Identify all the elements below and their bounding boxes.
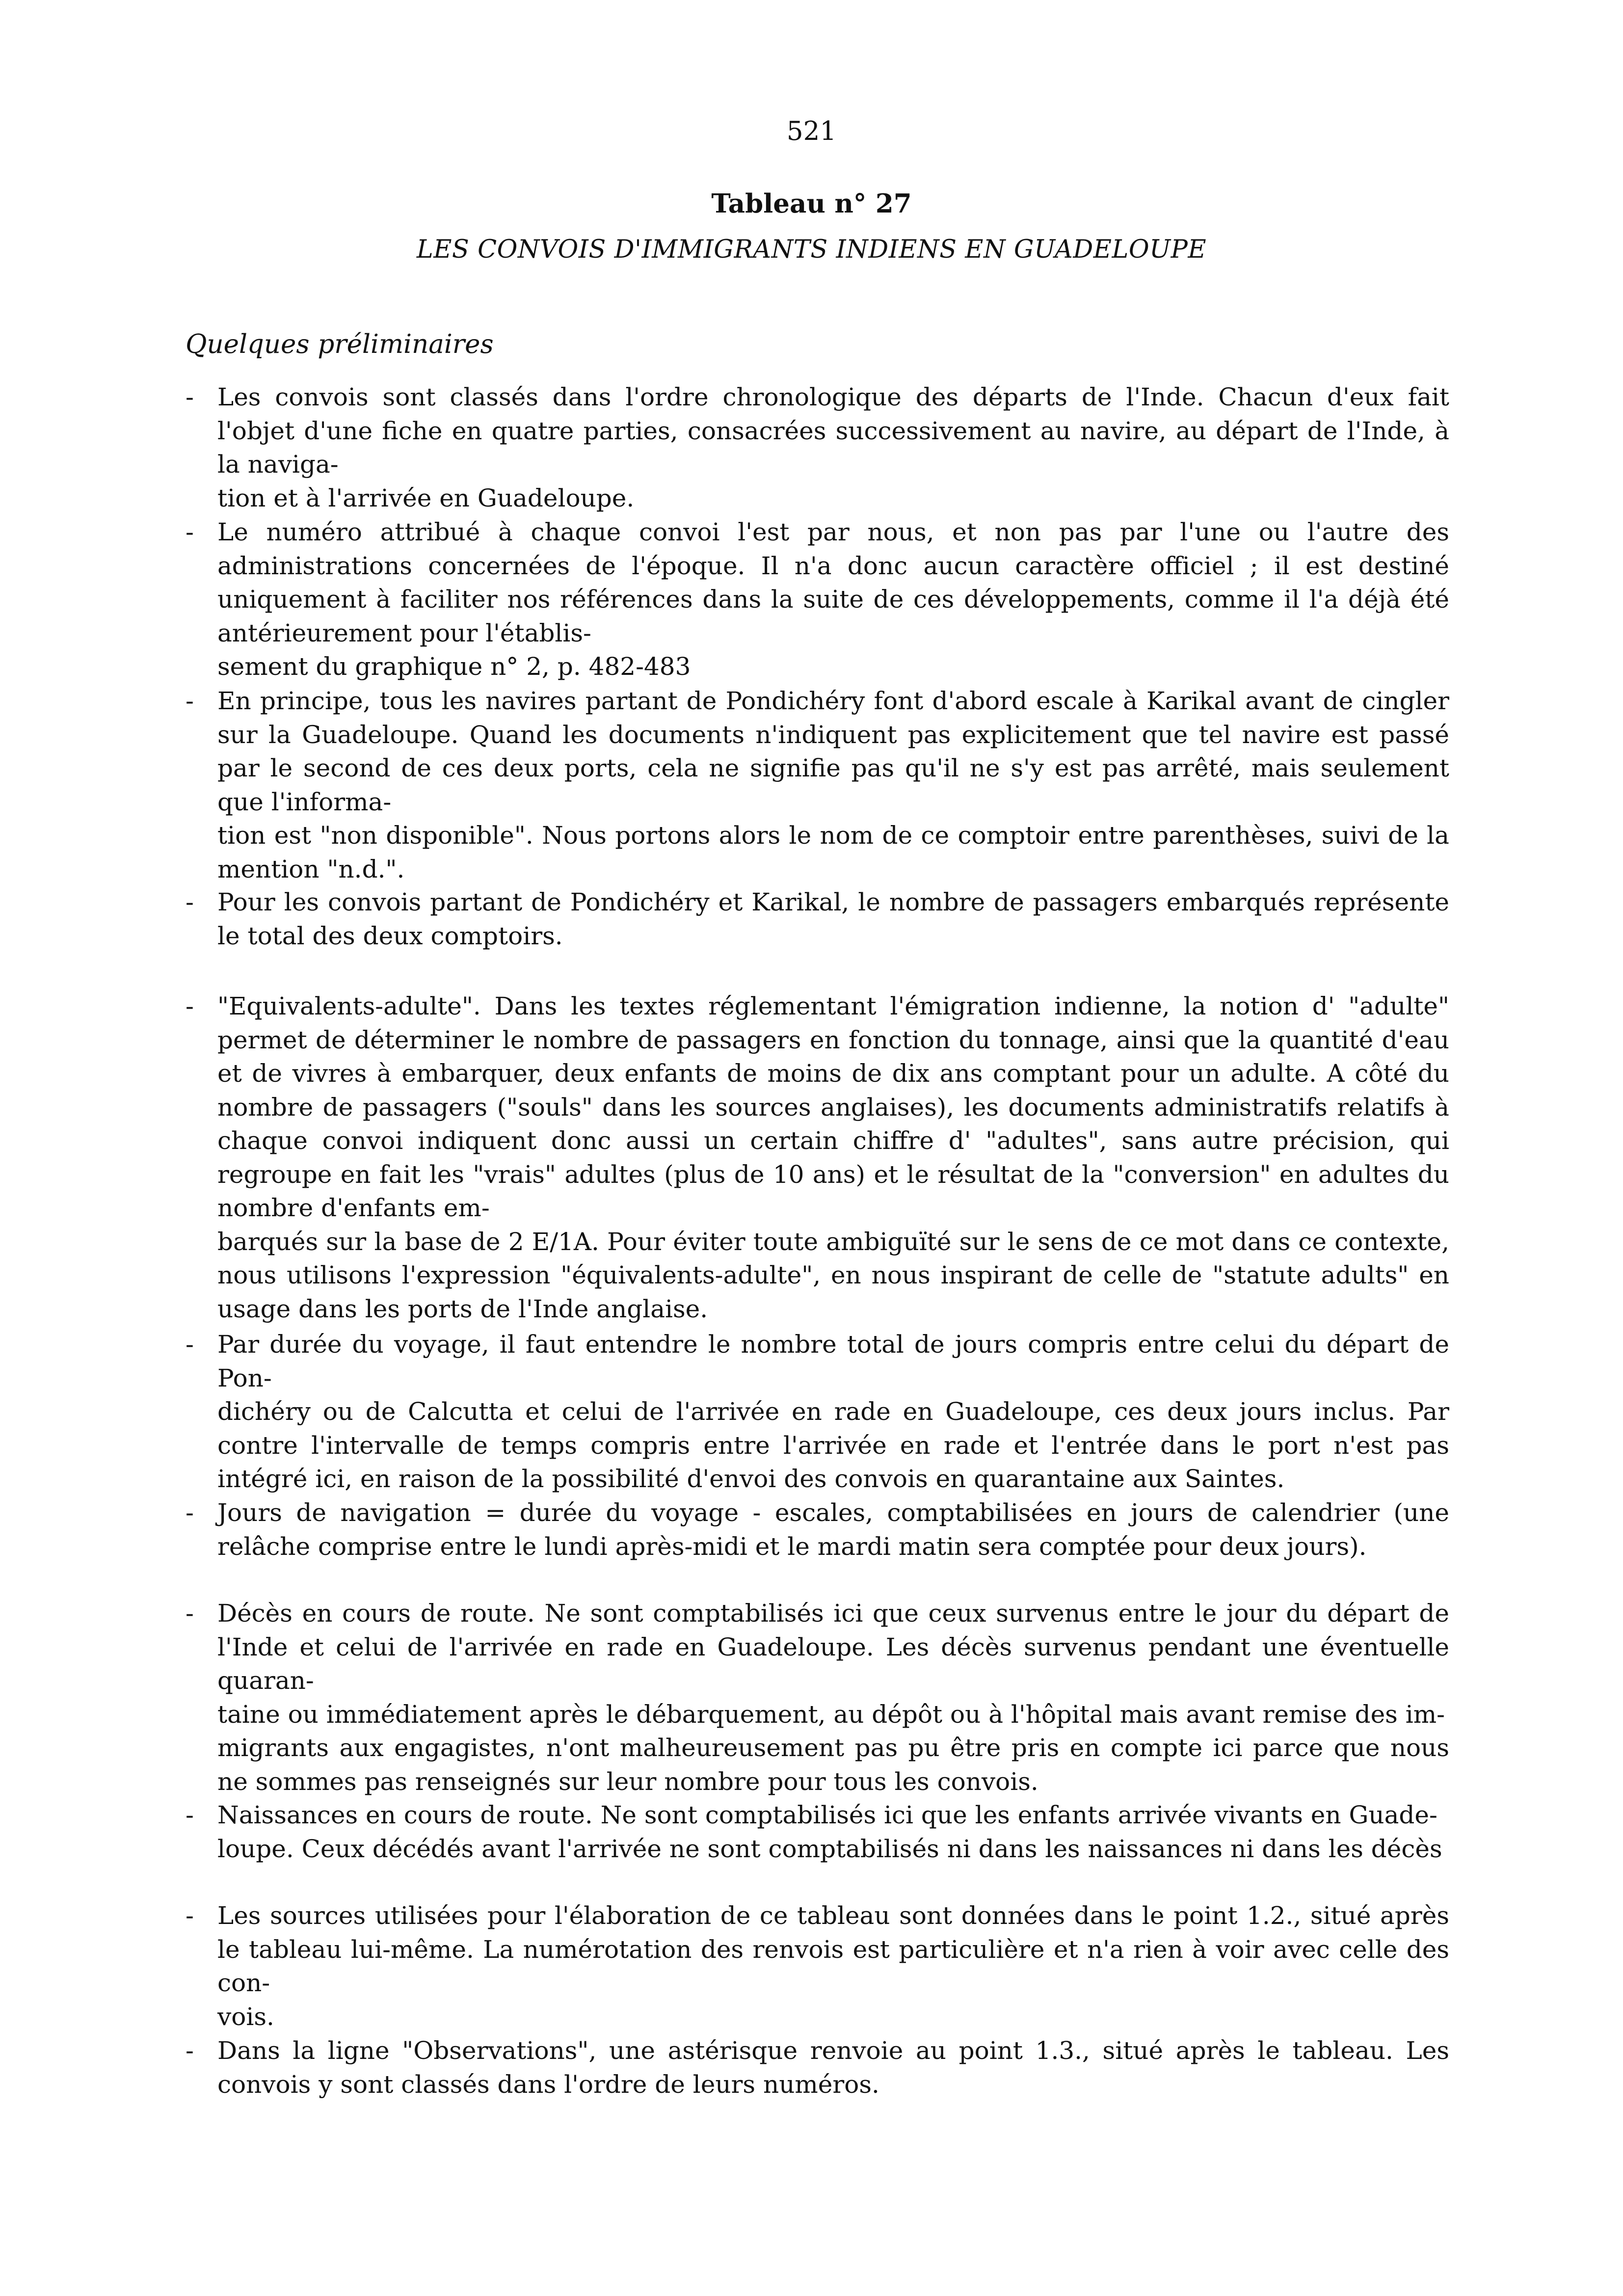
list-item [186, 1899, 1449, 2033]
bullet-dash: - [186, 1498, 194, 1527]
list-item [186, 885, 1449, 953]
bullet-dash: - [186, 383, 194, 411]
bullet-dash: - [186, 992, 194, 1020]
page-number: 521 [786, 116, 837, 146]
list-item [186, 515, 1449, 684]
list-item-text: Par durée du voyage, il faut entendre le nombre total de jours compris entre celui du départ de Pon- dichéry ou de Calcutta et celui de l'arrivée en rade en Guadeloupe, ces deux jours inclus. Par contre l'intervalle de temps compris entre l'arrivée en rade et l'entrée dans le port n'est pas intégré ici, en raison de la possibilité d'envoi des convois en quarantaine aux Saintes. [217, 1330, 1449, 1493]
list-item-text: Naissances en cours de route. Ne sont comptabilisés ici que les enfants arrivée vivants en Guade- loupe. Ceux décédés avant l'arrivée ne sont comptabilisés ni dans les naissances ni dans les décès [217, 1801, 1442, 1863]
list-item-text: Dans la ligne "Observations", une astérisque renvoie au point 1.3., situé après le tableau. Les convois y sont classés dans l'ordre de leurs numéros. [217, 2036, 1449, 2099]
bullet-dash: - [186, 1599, 194, 1628]
list-item-text: Les sources utilisées pour l'élaboration de ce tableau sont données dans le point 1.2., situé après le tableau lui-même. La numérotation des renvois est particulière et n'a rien à voir avec celle des con- vois. [217, 1901, 1449, 2031]
list-item-text: En principe, tous les navires partant de Pondichéry font d'abord escale à Karikal avant de cingler sur la Guadeloupe. Quand les documents n'indiquent pas explicitement que tel navire est passé par le second de ces deux ports, cela ne signifie pas qu'il ne s'y est pas arrêté, mais seulement que l'informa- tion est "non disponible". Nous portons alors le nom de ce comptoir entre parenthèses, suivi de la mention "n.d.". [217, 687, 1449, 883]
list-item-text: Jours de navigation = durée du voyage - escales, comptabilisées en jours de calendrier (une relâche comprise entre le lundi après-midi et le mardi matin sera comptée pour deux jours). [217, 1498, 1449, 1561]
table-subtitle: LES CONVOIS D'IMMIGRANTS INDIENS EN GUADELOUPE [416, 235, 1207, 264]
list-item-text: Pour les convois partant de Pondichéry et Karikal, le nombre de passagers embarqués représente le total des deux comptoirs. [217, 888, 1449, 950]
list-item [186, 1328, 1449, 1496]
table-title: Tableau n° 27 [711, 188, 912, 219]
list-item-text: Les convois sont classés dans l'ordre chronologique des départs de l'Inde. Chacun d'eux fait l'objet d'une fiche en quatre parties, consacrées successivement au navire, au départ de l'Inde, à la naviga- tion et à l'arrivée en Guadeloupe. [217, 383, 1449, 512]
list-item [186, 684, 1449, 886]
list-item [186, 1798, 1449, 1866]
bullet-dash: - [186, 888, 194, 916]
bullet-dash: - [186, 1330, 194, 1359]
bullet-dash: - [186, 1901, 194, 1930]
bullet-dash: - [186, 687, 194, 715]
bullet-dash: - [186, 2036, 194, 2065]
list-item-text: Le numéro attribué à chaque convoi l'est par nous, et non pas par l'une ou l'autre des administrations concernées de l'époque. Il n'a donc aucun caractère officiel ; il est destiné uniquement à faciliter nos références dans la suite de ces développements, comme il l'a déjà été antérieurement pour l'établis- sement du graphique n° 2, p. 482-483 [217, 518, 1449, 681]
bullet-dash: - [186, 518, 194, 546]
list-item-text: "Equivalents-adulte". Dans les textes réglementant l'émigration indienne, la notion d' "adulte" permet de déterminer le nombre de passagers en fonction du tonnage, ainsi que la quantité d'eau et de vivres à embarquer, deux enfants de moins de dix ans comptant pour un adulte. A côté du nombre de passagers ("souls" dans les sources anglaises), les documents administratifs relatifs à chaque convoi indiquent donc aussi un certain chiffre d' "adultes", sans autre précision, qui regroupe en fait les "vrais" adultes (plus de 10 ans) et le résultat de la "conversion" en adultes du nombre d'enfants em- barqués sur la base de 2 E/1A. Pour éviter toute ambiguïté sur le sens de ce mot dans ce contexte, nous utilisons l'expression "équivalents-adulte", en nous inspirant de celle de "statute adults" en usage dans les ports de l'Inde anglaise. [217, 992, 1449, 1323]
list-item [186, 2034, 1449, 2101]
bullet-dash: - [186, 1801, 194, 1829]
list-item [186, 1496, 1449, 1563]
list-item-text: Décès en cours de route. Ne sont comptabilisés ici que ceux survenus entre le jour du départ de l'Inde et celui de l'arrivée en rade en Guadeloupe. Les décès survenus pendant une éventuelle quaran- taine ou immédiatement après le débarquement, au dépôt ou à l'hôpital mais avant remise des im- migrants aux engagistes, n'ont malheureusement pas pu être pris en compte ici parce que nous ne sommes pas renseignés sur leur nombre pour tous les convois. [217, 1599, 1449, 1796]
list-item [186, 989, 1449, 1326]
section-heading: Quelques préliminaires [186, 329, 494, 359]
list-item [186, 1597, 1449, 1798]
list-item [186, 380, 1449, 515]
